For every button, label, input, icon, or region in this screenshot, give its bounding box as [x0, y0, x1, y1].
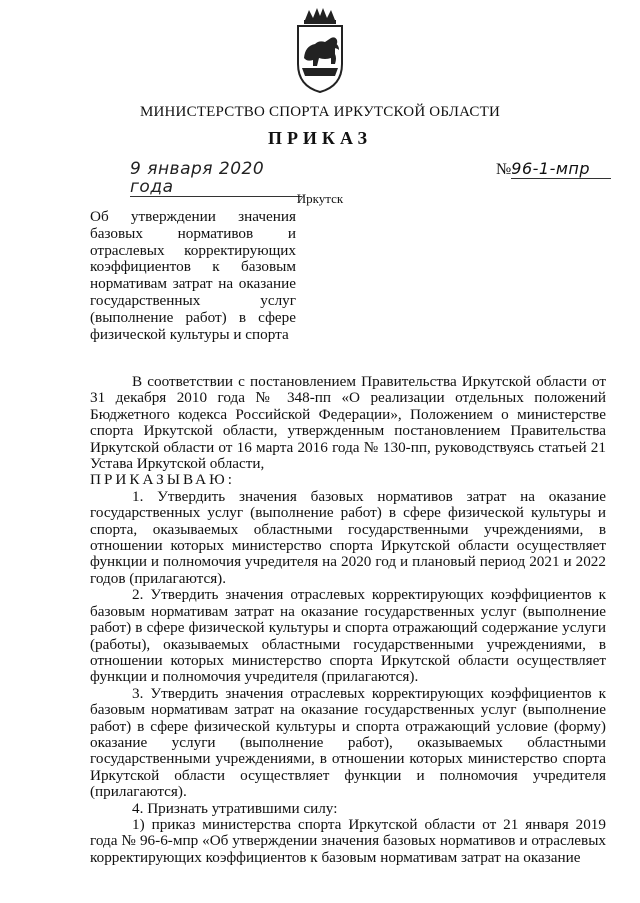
order-word: ПРИКАЗЫВАЮ:	[90, 471, 235, 489]
order-subject: Об утверждении значения базовых нормативов и отраслевых корректирующих коэффициентов к базовым нормативам затрат на оказание государственных услуг (выполнение работ) в сфере физической культуры и спорта	[90, 208, 296, 343]
coat-of-arms-emblem	[291, 6, 349, 94]
item-3-paragraph: 3. Утвердить значения отраслевых корректирующих коэффициентов к базовым нормативам затрат на оказание государственных услуг (выполнение работ) в сфере физической культуры и спорта отражающий условие (форму) оказание услуги (выполнение работ), оказываемых областными государственными учреждениями, в отношении которых министерство спорта Иркутской области осуществляет функции и полномочия учредителя (прилагаются).	[90, 684, 606, 801]
item-1-paragraph: 1. Утвердить значения базовых нормативов затрат на оказание государственных услуг (выполнение работ) в сфере физической культуры и спорта, оказываемых областными государственными учреждениями, в отношении которых министерство спорта Иркутской области осуществляет функции и полномочия учредителя на 2020 год и плановый период 2021 и 2022 годов (прилагаются).	[90, 487, 606, 587]
item-4-paragraph: 4. Признать утратившими силу:	[132, 799, 338, 817]
item-2-paragraph: 2. Утвердить значения отраслевых корректирующих коэффициентов к базовым нормативам затрат на оказание государственных услуг (выполнение работ) в сфере физической культуры и спорта отражающий содержание услуги (работы), оказываемых областными государственными учреждениями, в отношении которых министерство спорта Иркутской области осуществляет функции и полномочия учредителя (прилагаются).	[90, 586, 606, 686]
order-date-handwritten: 9 января 2020 года	[130, 160, 302, 197]
order-body	[90, 374, 606, 866]
preamble-paragraph: В соответствии с постановлением Правительства Иркутской области от 31 декабря 2010 года № 348-пп «О реализации отдельных положений Бюджетного кодекса Российской Федерации», Положением о министерстве спорта Иркутской области, утвержденным постановлением Правительства Иркутской области от 16 марта 2016 года № 130-пп, руководствуясь статьей 21 Устава Иркутской области,	[90, 373, 606, 473]
ministry-name: МИНИСТЕРСТВО СПОРТА ИРКУТСКОЙ ОБЛАСТИ	[139, 104, 501, 120]
document-type-title: ПРИКАЗ	[267, 128, 373, 148]
order-number-handwritten: 96-1-мпр	[511, 160, 611, 179]
city-name: Иркутск	[296, 191, 344, 206]
order-number	[496, 160, 611, 179]
number-sign: №	[496, 161, 512, 178]
item-4-1-paragraph: 1) приказ министерства спорта Иркутской области от 21 января 2019 года № 96-6-мпр «Об утверждении значения базовых нормативов и отраслевых корректирующих коэффициентов к базовым нормативам затрат на оказание	[90, 815, 606, 866]
